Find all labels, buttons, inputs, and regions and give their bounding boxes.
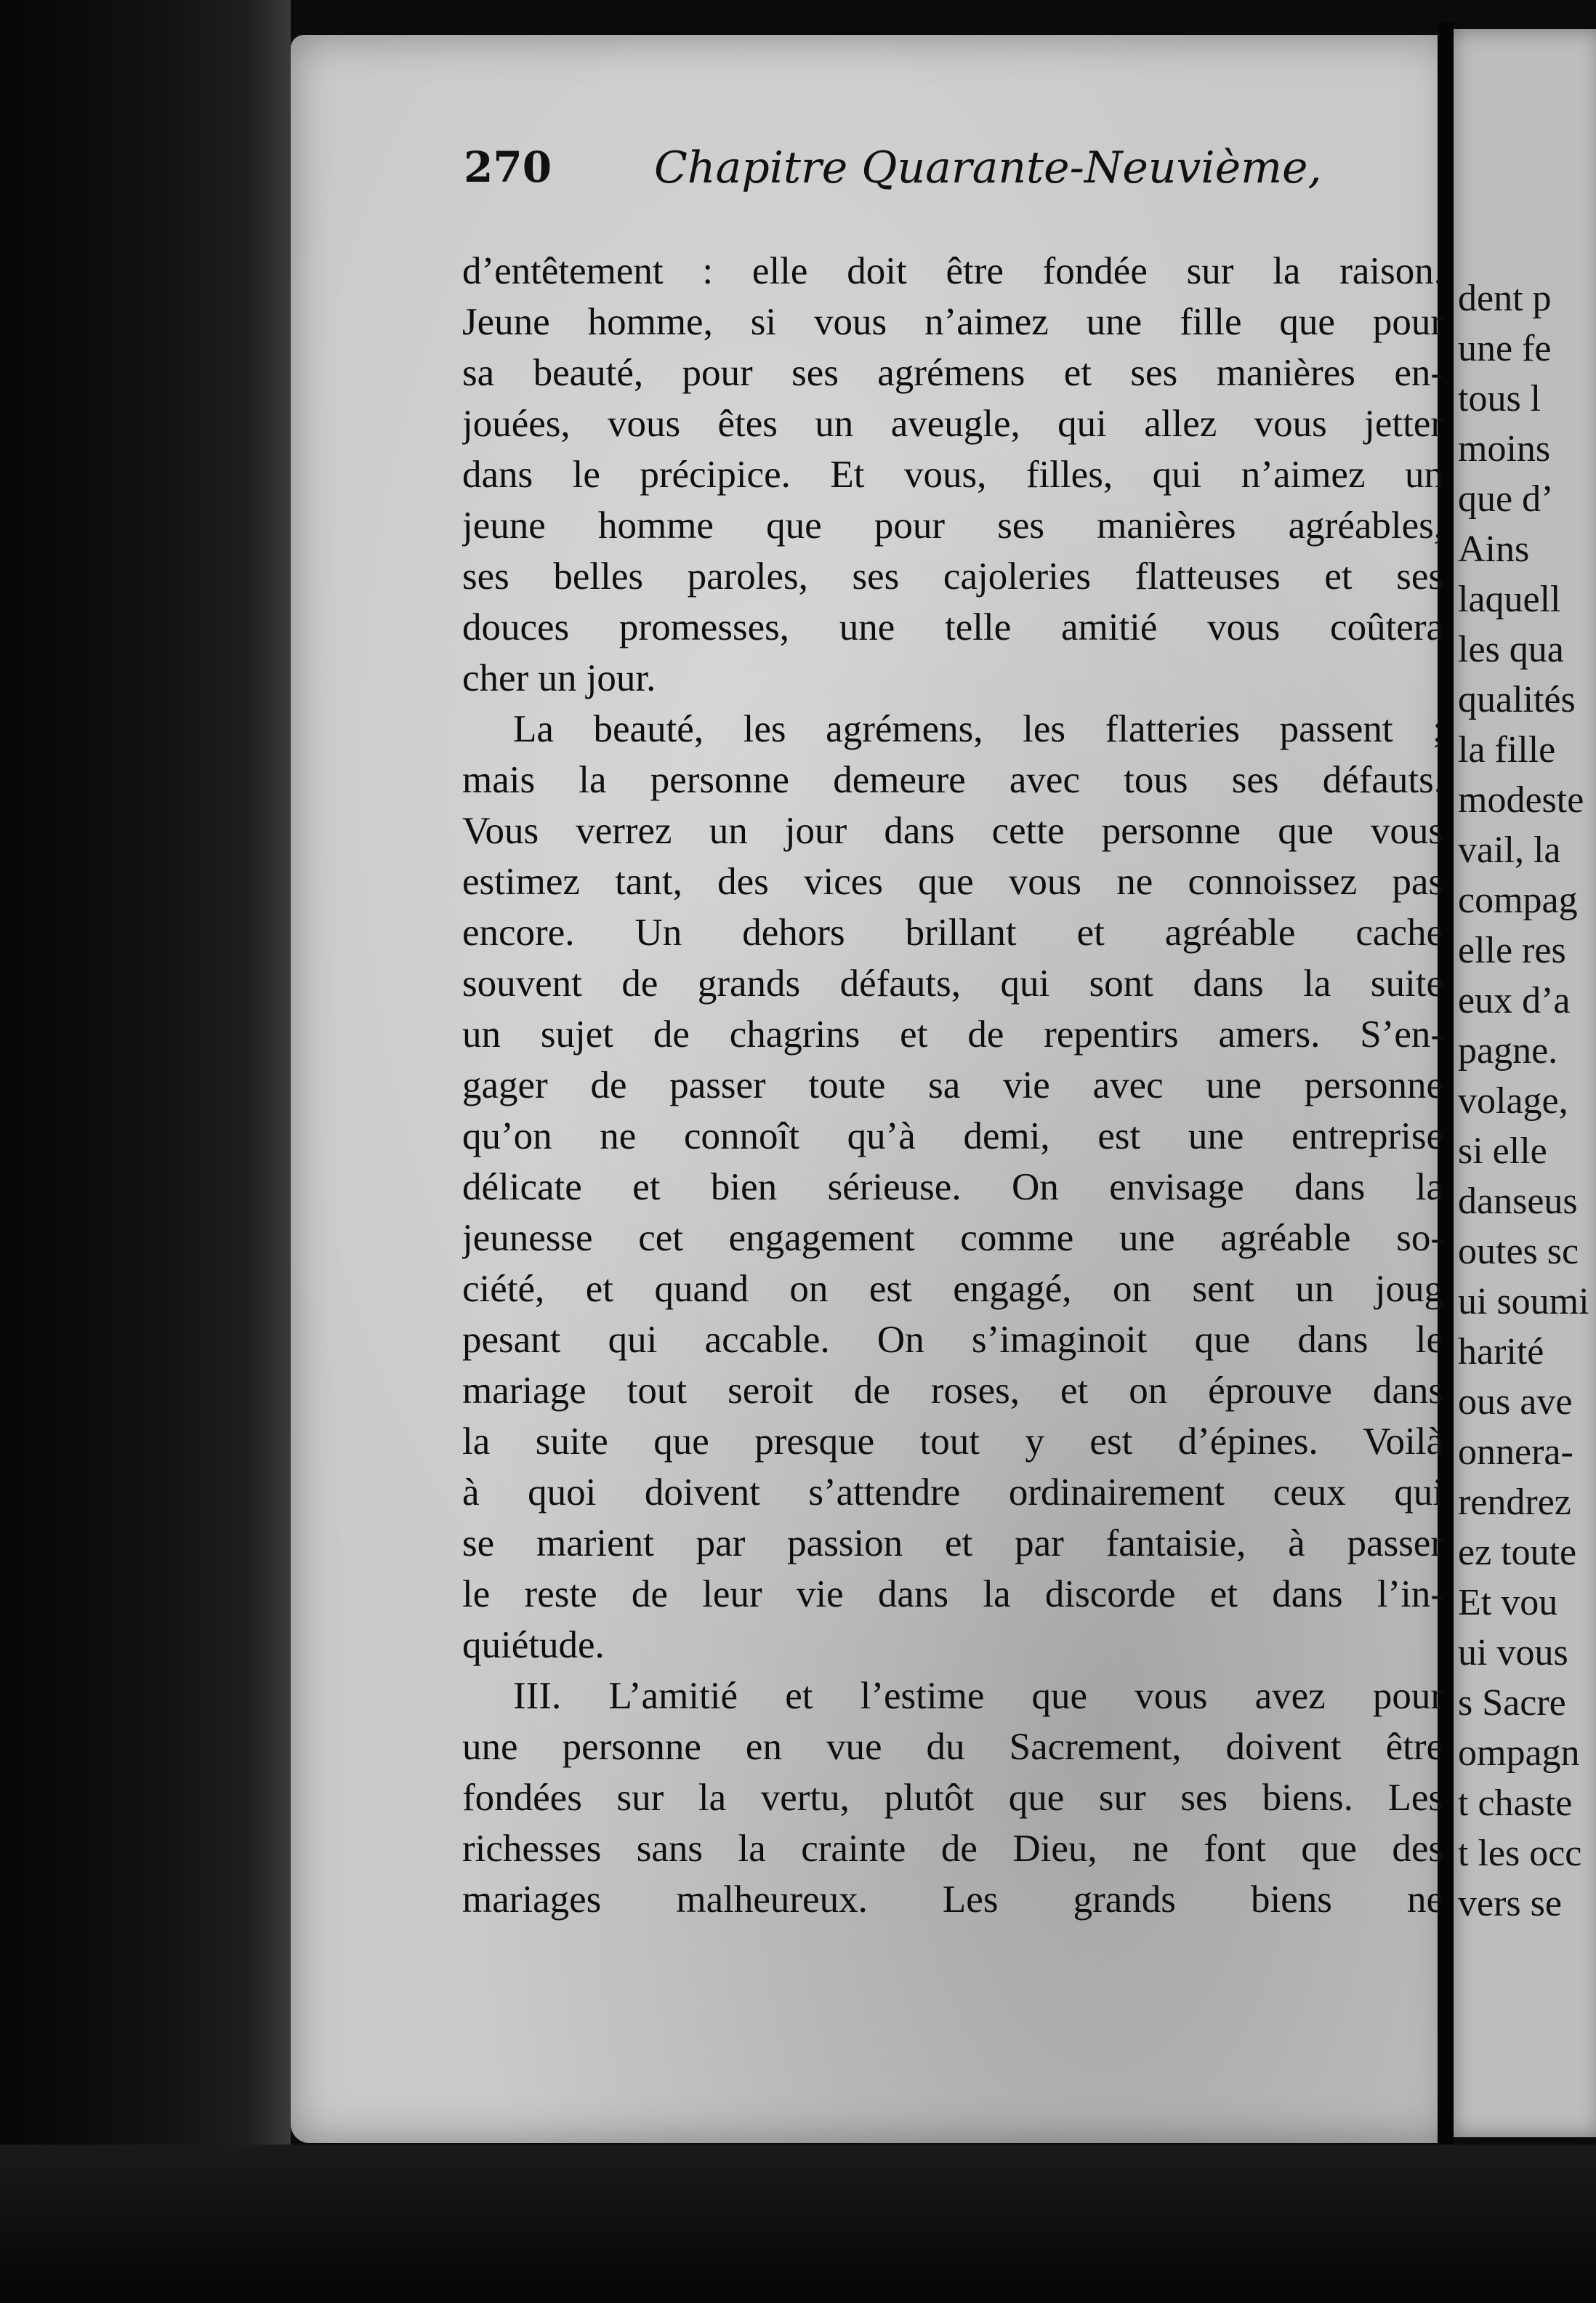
facing-text-line: laquell [1458,579,1561,620]
facing-text-line: rendrez [1458,1482,1571,1523]
text-line: pesant qui accable. On s’imaginoit que dans le [462,1319,1443,1361]
text-line: ciété, et quand on est engagé, on sent un joug [462,1268,1443,1310]
text-line: délicate et bien sérieuse. On envisage dans la [462,1166,1443,1208]
text-line: qu’on ne connoît qu’à demi, est une entreprise [462,1115,1443,1157]
facing-text-line: t chaste [1458,1782,1573,1824]
paragraph-start-line: III. L’amitié et l’estime que vous avez pour [513,1675,1443,1717]
facing-text-line: ompagn [1458,1732,1580,1774]
scanner-shadow-bottom [0,2145,1596,2303]
facing-text-line: t les occ [1458,1833,1582,1874]
facing-text-line: si elle [1458,1130,1547,1172]
text-line: quiétude. [462,1624,605,1666]
facing-text-line: tous l [1458,378,1541,419]
text-line: gager de passer toute sa vie avec une personne [462,1064,1443,1106]
facing-text-line: ez toute [1458,1532,1577,1573]
text-line: richesses sans la crainte de Dieu, ne font que des [462,1828,1443,1870]
facing-text-line: qualités [1458,679,1576,720]
facing-text-line: ui vous [1458,1632,1568,1673]
running-head [464,142,1423,201]
facing-text-line: la fille [1458,729,1556,771]
facing-text-line: ui soumi [1458,1281,1589,1322]
text-line: Vous verrez un jour dans cette personne que vous [462,810,1443,852]
facing-page-text [1458,273,1596,1967]
text-line: douces promesses, une telle amitié vous coûtera [462,606,1443,648]
text-line: jeune homme que pour ses manières agréables, [462,505,1443,547]
facing-text-line: outes sc [1458,1231,1579,1272]
text-line: d’entêtement : elle doit être fondée sur la raison. [462,250,1443,292]
facing-text-line: ous ave [1458,1381,1573,1423]
facing-text-line: volage, [1458,1080,1568,1122]
text-line: jeunesse cet engagement comme une agréable so- [462,1217,1443,1259]
facing-text-line: vers se [1458,1883,1562,1924]
text-line: fondées sur la vertu, plutôt que sur ses biens. Les [462,1777,1443,1819]
facing-text-line: elle res [1458,930,1566,971]
facing-text-line: s Sacre [1458,1682,1566,1724]
facing-text-line: harité [1458,1331,1544,1372]
facing-text-line: eux d’a [1458,980,1571,1021]
text-line: à quoi doivent s’attendre ordinairement ceux qui [462,1471,1443,1514]
paragraph-start-line: La beauté, les agrémens, les flatteries passent ; [513,708,1443,750]
text-line: se marient par passion et par fantaisie, à passer [462,1522,1443,1564]
facing-text-line: vail, la [1458,829,1561,871]
page-number: 270 [464,142,552,192]
facing-text-line: que d’ [1458,478,1554,520]
facing-text-line: Et vou [1458,1582,1558,1623]
text-line: encore. Un dehors brillant et agréable cache [462,912,1443,954]
text-line: mariage tout seroit de roses, et on éprouve dans [462,1370,1443,1412]
text-line: la suite que presque tout y est d’épines. Voilà [462,1420,1443,1463]
text-line: une personne en vue du Sacrement, doivent être [462,1726,1443,1768]
facing-text-line: moins [1458,428,1551,470]
facing-text-line: danseus [1458,1181,1578,1222]
facing-text-line: pagne. [1458,1030,1558,1072]
facing-text-line: modeste [1458,779,1584,821]
text-line: jouées, vous êtes un aveugle, qui allez vous jetter [462,403,1443,445]
text-line: le reste de leur vie dans la discorde et dans l’in- [462,1573,1443,1615]
text-line: souvent de grands défauts, qui sont dans la suite [462,962,1443,1005]
facing-text-line: Ains [1458,528,1530,570]
chapter-title: Chapitre Quarante-Neuvième, [654,142,1322,193]
facing-text-line: onnera- [1458,1431,1573,1473]
text-line: mais la personne demeure avec tous ses défauts. [462,759,1443,801]
text-line: ses belles paroles, ses cajoleries flatteuses et ses [462,555,1443,598]
text-line: mariages malheureux. Les grands biens ne [462,1878,1443,1921]
facing-text-line: dent p [1458,278,1552,319]
facing-text-line: une fe [1458,328,1552,369]
facing-text-line: les qua [1458,629,1564,670]
scanner-shadow-left [0,0,291,2303]
text-line: cher un jour. [462,657,656,699]
text-line: estimez tant, des vices que vous ne connoissez pas [462,861,1443,903]
facing-text-line: compag [1458,880,1578,921]
text-line: sa beauté, pour ses agrémens et ses manières en- [462,352,1443,394]
text-line: un sujet de chagrins et de repentirs amers. S’en- [462,1013,1443,1056]
text-line: dans le précipice. Et vous, filles, qui n’aimez un [462,454,1443,496]
text-line: Jeune homme, si vous n’aimez une fille que pour [462,301,1443,343]
body-text [462,246,1443,1976]
